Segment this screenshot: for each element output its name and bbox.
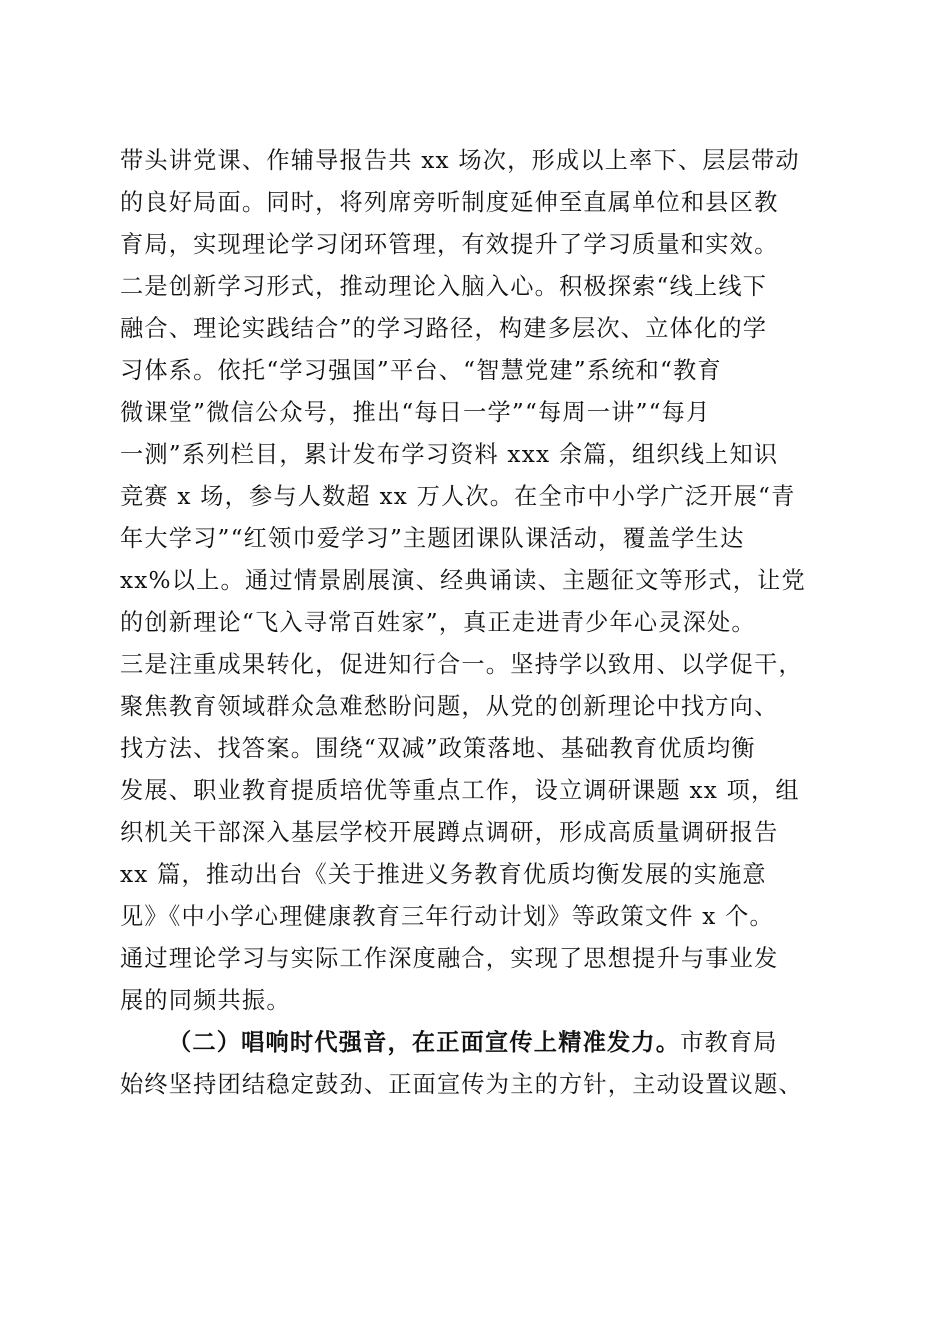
text-line: 竞赛 x 场，参与人数超 xx 万人次。在全市中小学广泛开展“青 — [120, 483, 796, 510]
text-line: 年大学习”“红领巾爱学习”主题团课队课活动，覆盖学生达 — [120, 525, 745, 552]
text-line: 聚焦教育领域群众急难愁盼问题，从党的创新理论中找方向、 — [120, 693, 779, 720]
text-line: 带头讲党课、作辅导报告共 xx 场次，形成以上率下、层层带动 — [120, 147, 800, 174]
text-line: xx 篇，推动出台《关于推进义务教育优质均衡发展的实施意 — [120, 861, 767, 888]
text-line: 的创新理论“飞入寻常百姓家”，真正走进青少年心灵深处。 — [120, 609, 756, 636]
text-line: 二是创新学习形式，推动理论入脑入心。积极探索“线上线下 — [120, 273, 768, 300]
section-heading-line — [120, 1022, 840, 1064]
document-body — [120, 140, 840, 1106]
text-line: 融合、理论实践结合”的学习路径，构建多层次、立体化的学 — [120, 315, 768, 342]
text-line: 织机关干部深入基层学校开展蹲点调研，形成高质量调研报告 — [120, 819, 779, 846]
section-heading-rest: 市教育局 — [680, 1029, 778, 1056]
text-line: 三是注重成果转化，促进知行合一。坚持学以致用、以学促干， — [120, 651, 803, 678]
text-line: 一测”系列栏目，累计发布学习资料 xxx 余篇，组织线上知识 — [120, 441, 779, 468]
text-line: xx%以上。通过情景剧展演、经典诵读、主题征文等形式，让党 — [120, 567, 806, 594]
text-line: 通过理论学习与实际工作深度融合，实现了思想提升与事业发 — [120, 945, 779, 972]
text-line: 习体系。依托“学习强国”平台、“智慧党建”系统和“教育 — [120, 357, 722, 384]
text-line: 发展、职业教育提质培优等重点工作，设立调研课题 xx 项，组 — [120, 777, 800, 804]
section-heading: （二）唱响时代强音，在正面宣传上精准发力。 — [168, 1029, 681, 1056]
text-line: 育局，实现理论学习闭环管理，有效提升了学习质量和实效。 — [120, 231, 779, 258]
text-line: 微课堂”微信公众号，推出“每日一学”“每周一讲”“每月 — [120, 399, 711, 426]
text-line: 的良好局面。同时，将列席旁听制度延伸至直属单位和县区教 — [120, 189, 779, 216]
text-line: 找方法、找答案。围绕“双减”政策落地、基础教育优质均衡 — [120, 735, 756, 762]
text-line: 见》《中小学心理健康教育三年行动计划》等政策文件 x 个。 — [120, 903, 774, 930]
text-line: 始终坚持团结稳定鼓劲、正面宣传为主的方针，主动设置议题、 — [120, 1071, 803, 1098]
text-line: 展的同频共振。 — [120, 987, 291, 1014]
